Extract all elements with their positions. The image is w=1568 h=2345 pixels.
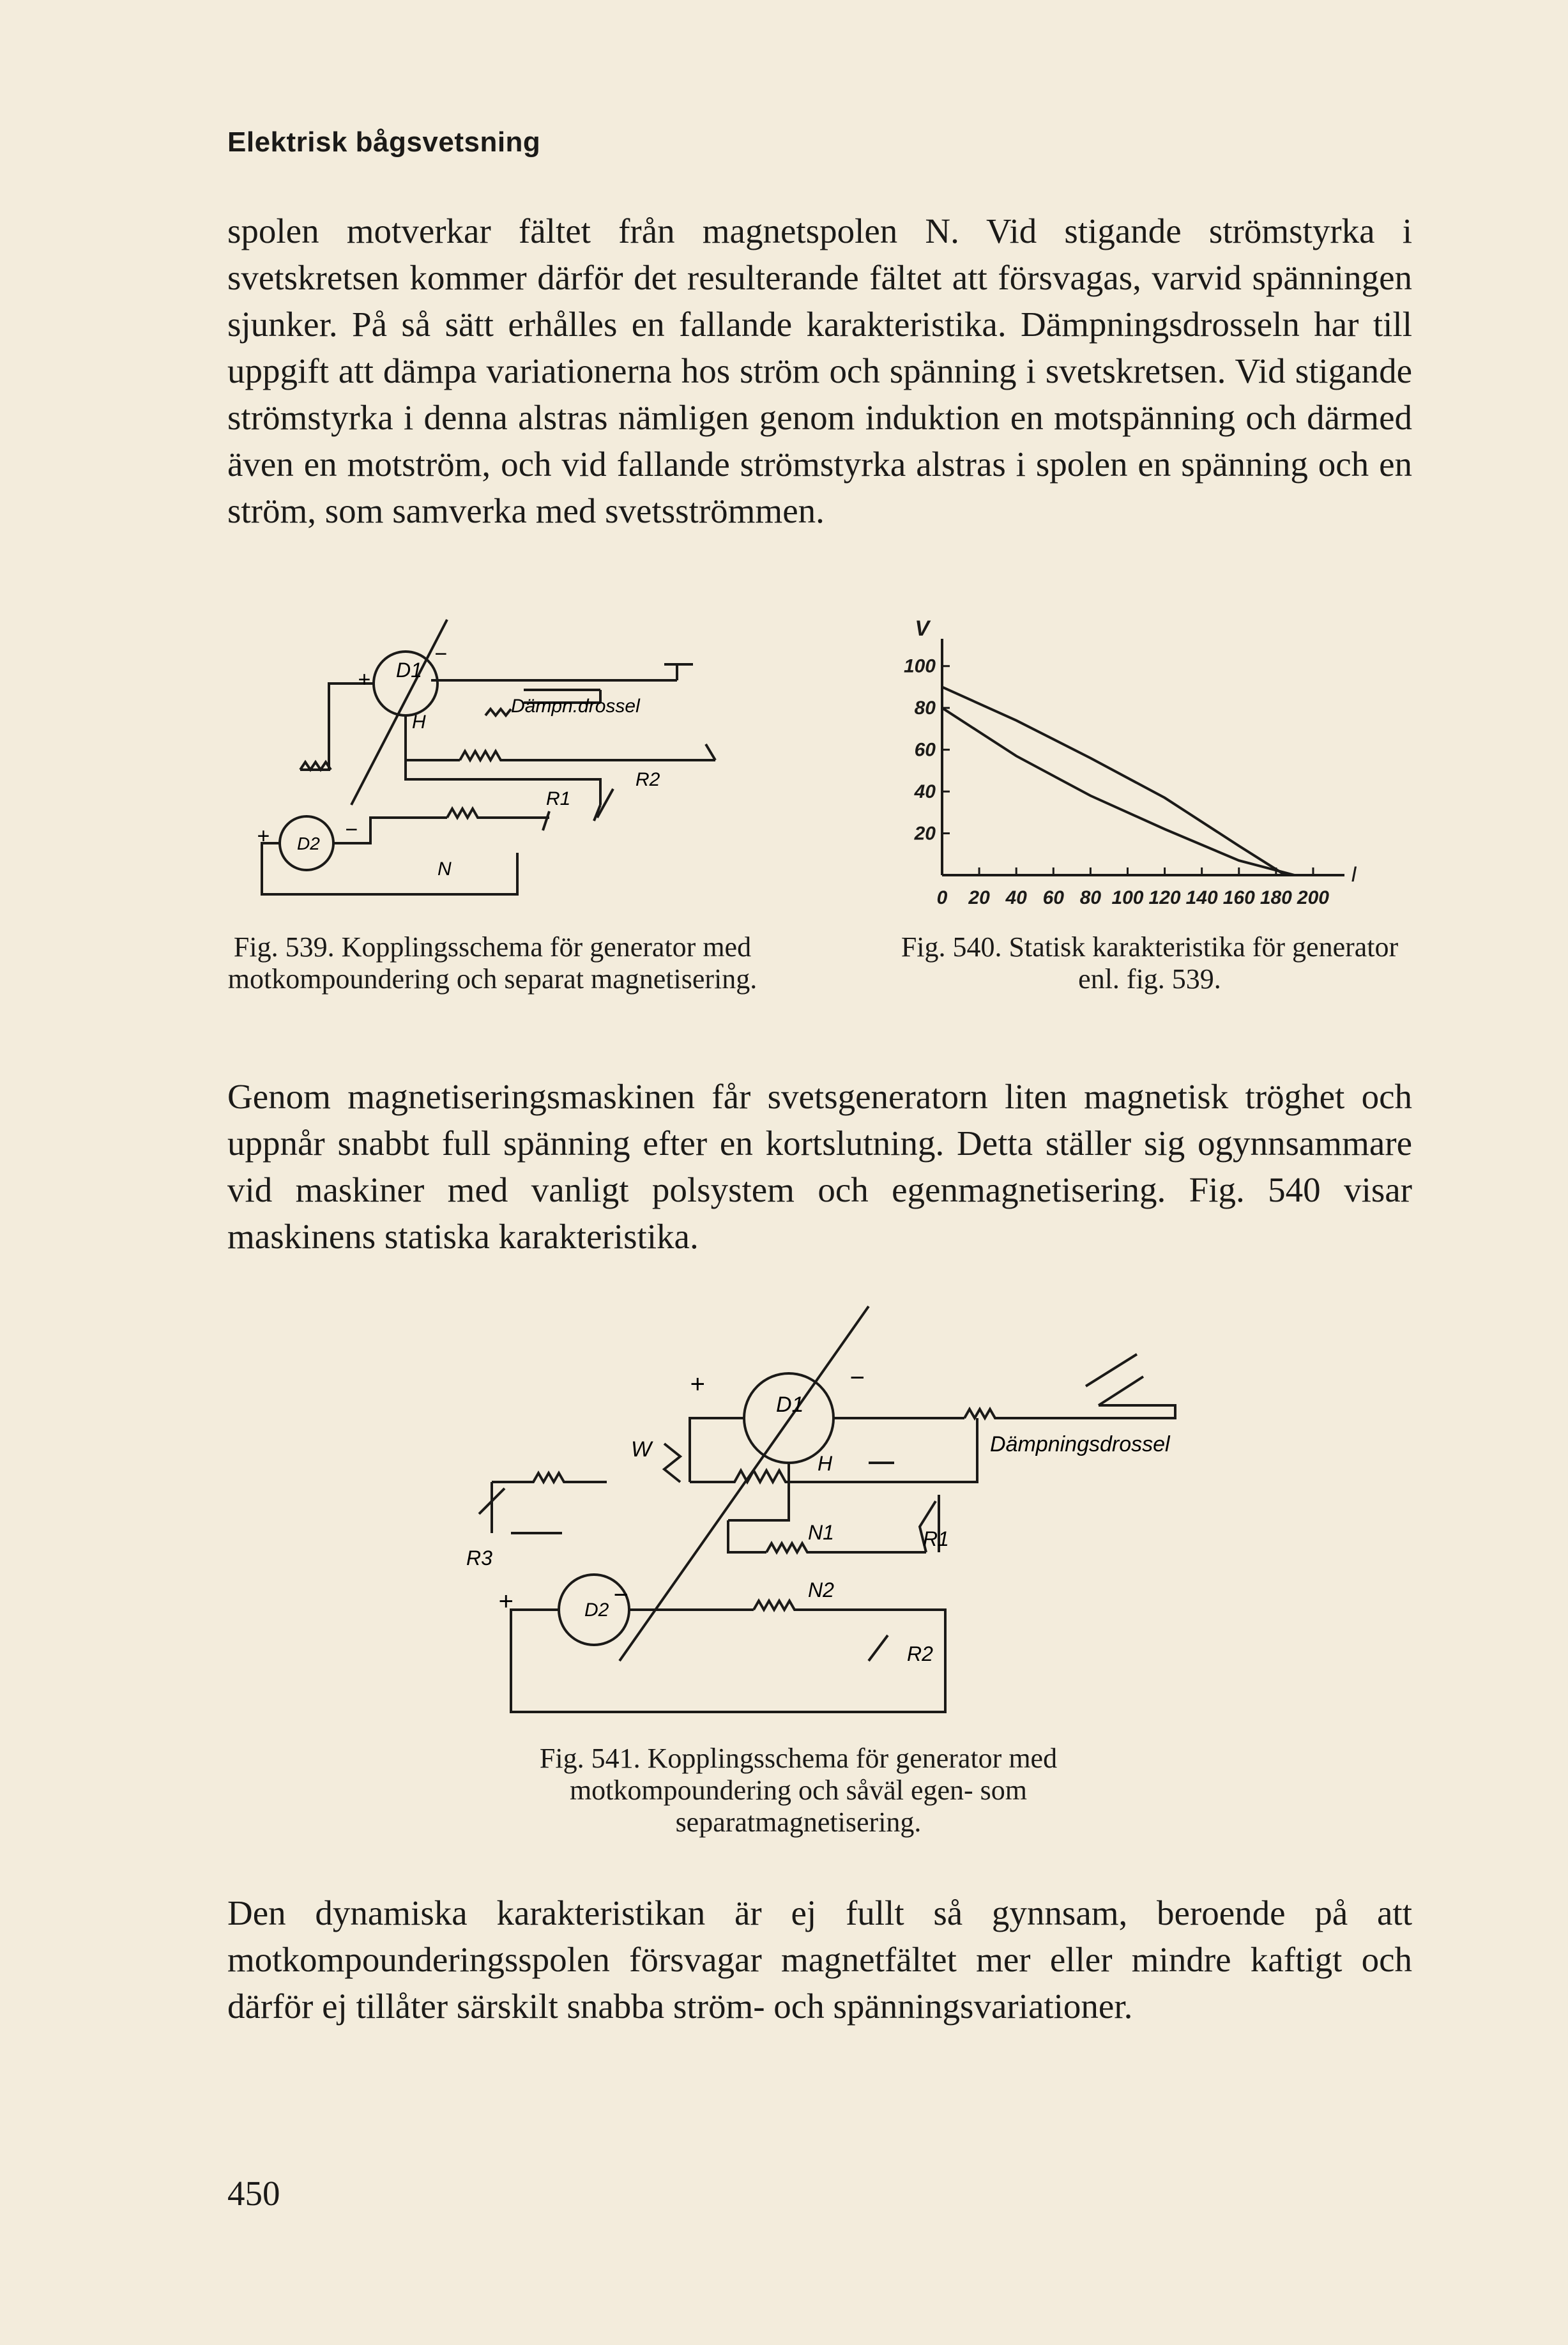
w-label: W	[631, 1437, 652, 1462]
x-tick-label: 20	[968, 887, 990, 908]
r3-label: R3	[466, 1547, 492, 1570]
fig539-schematic	[243, 613, 754, 907]
drossel-label: Dämpningsdrossel	[990, 1432, 1170, 1456]
plus-label-2: +	[498, 1587, 514, 1616]
h-label: H	[818, 1452, 833, 1475]
paragraph-1: spolen motverkar fältet från magnetspolen N. Vid stigande strömstyrka i svetskretsen kommer därför det resulterande fältet att försvagas, varvid spänningen sjunker. På så sätt erhålles en fallande karakteristika. Dämpningsdrosseln har till uppgift att dämpa variationerna hos ström och spänning i svetskretsen. Vid stigande strömstyrka i denna alstras nämligen genom induktion en motspänning och därmed även en motström, och vid fallande strömstyrka alstras i spolen en spänning och en ström, som samverka med svetsströmmen.	[227, 211, 1412, 530]
fig540-caption: Fig. 540. Statisk karakteristika för generator enl. fig. 539.	[901, 931, 1399, 995]
minus-label-1: −	[434, 642, 447, 666]
x-tick-label: 160	[1222, 887, 1255, 908]
y-tick-label: 100	[903, 655, 936, 677]
minus-label-1: −	[849, 1364, 865, 1392]
x-tick-label: 100	[1111, 887, 1144, 908]
fig540-chart	[881, 613, 1380, 920]
x-tick-label: 40	[1005, 887, 1027, 908]
h-label: H	[412, 712, 426, 733]
y-axis-label: V	[915, 616, 929, 641]
x-tick-label: 60	[1042, 887, 1064, 908]
fig541-caption: Fig. 541. Kopplingsschema för generator med motkompoundering och såväl egen- som separatmagnetisering.	[539, 1743, 1058, 1838]
paragraph-3: Den dynamiska karakteristikan är ej fullt så gynnsam, beroende på att motkompounderingsspolen försvagar magnetfältet mer eller mindre kaftigt och därför ej tillåter särskilt snabba ström- och spänningsvariationer.	[227, 1893, 1412, 2026]
n-label: N	[438, 859, 452, 880]
d2-label: D2	[584, 1600, 609, 1621]
r2-label: R2	[907, 1642, 933, 1665]
r2-label: R2	[636, 769, 660, 790]
n2-label: N2	[808, 1578, 834, 1601]
d1-label: D1	[396, 659, 422, 682]
x-tick-label: 200	[1297, 887, 1329, 908]
drossel-label: Dämpn.drossel	[511, 696, 640, 717]
minus-label-2: −	[613, 1581, 628, 1609]
page-number: 450	[227, 2174, 280, 2213]
y-tick-label: 80	[914, 698, 936, 719]
x-tick-label: 80	[1079, 887, 1102, 908]
fig539-caption: Fig. 539. Kopplingsschema för generator med motkompoundering och separat magnetisering.	[227, 931, 757, 995]
series-line-1	[942, 687, 1285, 875]
minus-label-2: −	[345, 818, 358, 842]
fig541-schematic	[460, 1303, 1239, 1750]
paragraph-2: Genom magnetiseringsmaskinen får svetsgeneratorn liten magnetisk tröghet och uppnår snabbt full spänning efter en kortslutning. Detta ställer sig ogynnsammare vid maskiner med vanligt polsystem och egenmagnetisering. Fig. 540 visar maskinens statiska karakteristika.	[227, 1077, 1412, 1256]
y-tick-label: 40	[914, 781, 936, 803]
plus-label-1: +	[690, 1370, 705, 1398]
series-line-2	[942, 708, 1295, 875]
y-tick-label: 20	[914, 823, 936, 844]
running-header: Elektrisk bågsvetsning	[227, 126, 541, 158]
x-tick-label: 0	[936, 887, 948, 908]
x-tick-label: 120	[1148, 887, 1181, 908]
d1-label: D1	[776, 1393, 804, 1417]
plus-label-2: +	[257, 824, 270, 848]
d2-label: D2	[297, 834, 320, 853]
r1-label: R1	[546, 788, 571, 809]
x-tick-label: 140	[1185, 887, 1218, 908]
x-axis-label: I	[1351, 862, 1357, 887]
x-tick-label: 180	[1260, 887, 1292, 908]
r1-label: R1	[923, 1527, 949, 1550]
n1-label: N1	[808, 1521, 834, 1544]
y-tick-label: 60	[914, 739, 936, 761]
plus-label-1: +	[358, 668, 370, 692]
